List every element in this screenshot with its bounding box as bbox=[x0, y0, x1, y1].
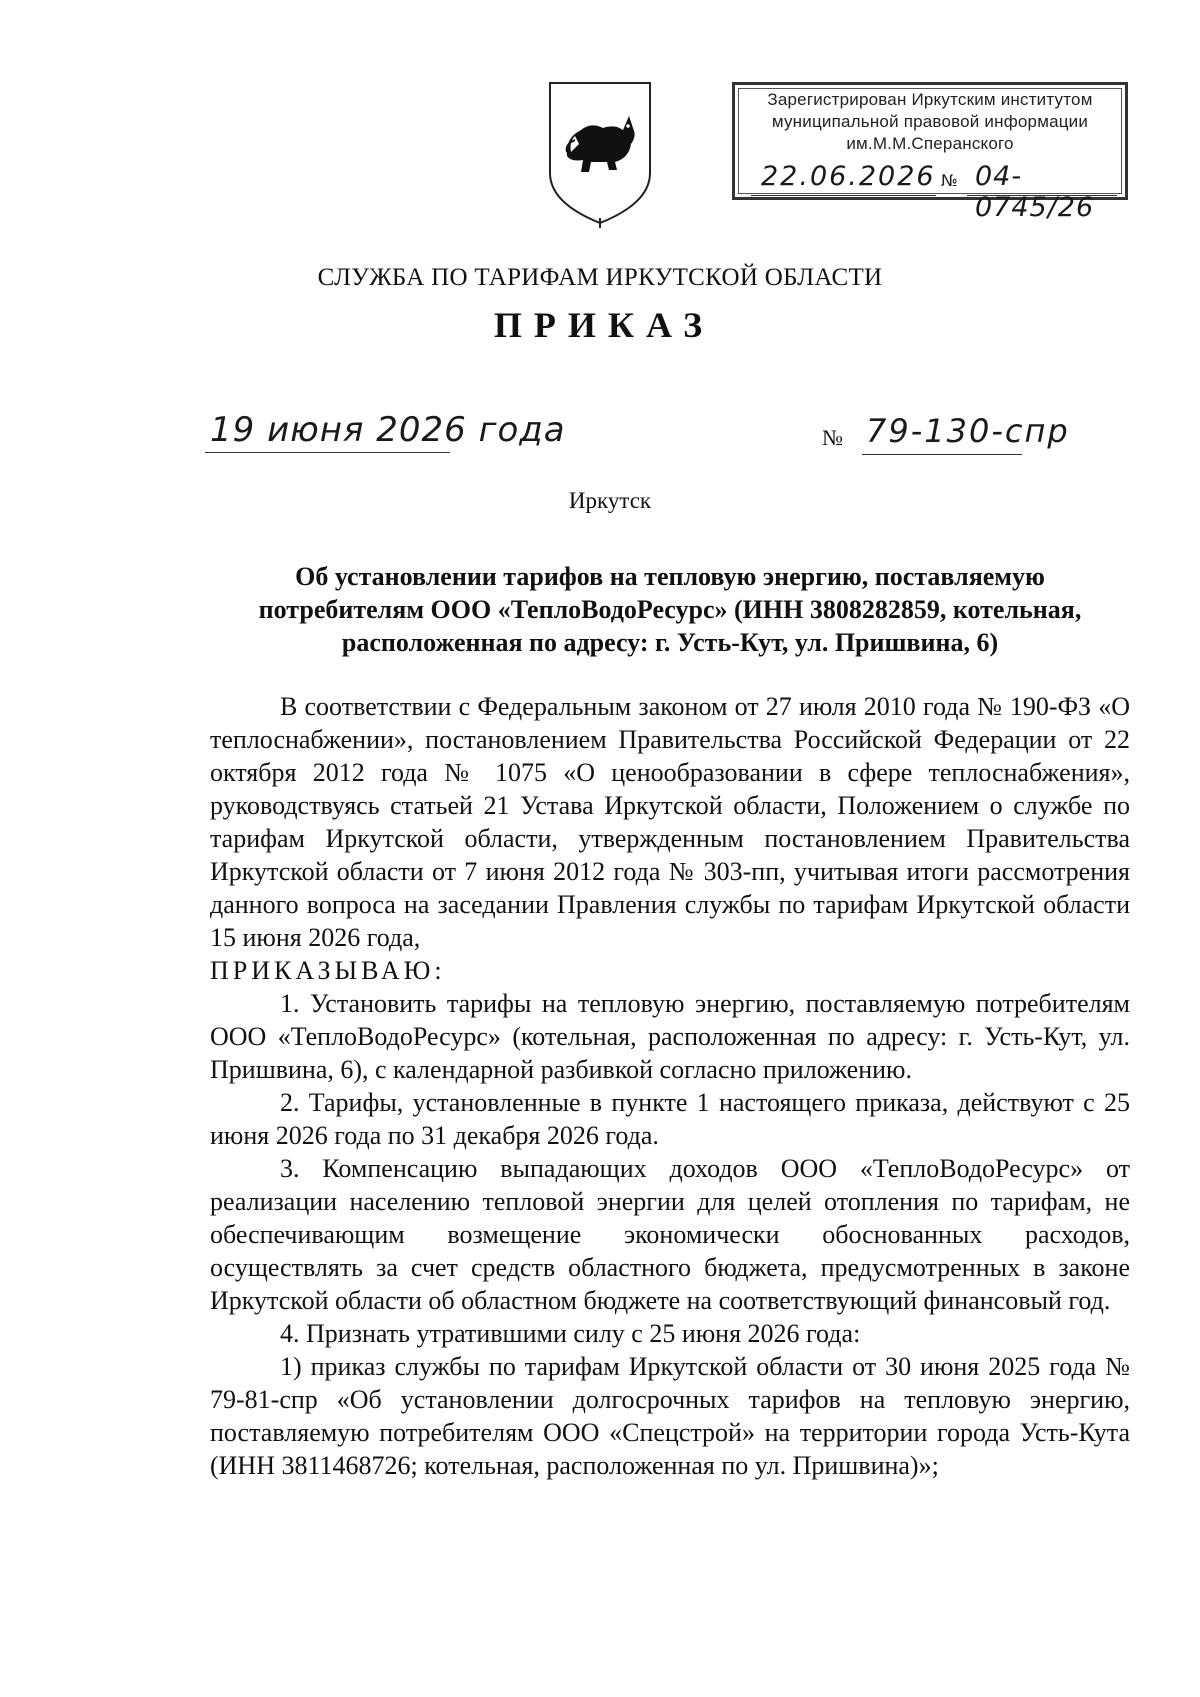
order-number-label: № bbox=[822, 425, 843, 450]
stamp-registration-number: 04-0745/26 bbox=[975, 161, 1095, 223]
stamp-number-label: № bbox=[941, 171, 958, 190]
stamp-registration-row bbox=[741, 161, 1119, 223]
order-date-underline bbox=[205, 452, 450, 453]
agency-name: СЛУЖБА ПО ТАРИФАМ ИРКУТСКОЙ ОБЛАСТИ bbox=[317, 264, 883, 291]
stamp-date-underline bbox=[751, 195, 936, 196]
order-item-4: 4. Признать утратившими силу с 25 июня 2026 года: bbox=[280, 1319, 861, 1348]
stamp-line-3: им.М.М.Сперанского bbox=[846, 134, 1014, 153]
preamble-paragraph: В соответствии с Федеральным законом от 27 июля 2010 года № 190-ФЗ «О теплоснабжении», постановлением Правительства Российской Федерации от 22 октября 2012 года № 1075 «О ценообразовании в сфере теплоснабжения», руководствуясь статьей 21 Устава Иркутской области, Положением о службе по тарифам Иркутской области, утвержденным постановлением Правительства Иркутской области от 7 июня 2012 года № 303-пп, учитывая итоги рассмотрения данного вопроса на заседании Правления службы по тарифам Иркутской области 15 июня 2026 года, bbox=[210, 692, 1130, 952]
stamp-line-1: Зарегистрирован Иркутским институтом bbox=[767, 90, 1093, 109]
order-city: Иркутск bbox=[568, 488, 652, 513]
document-title: ПРИКАЗ bbox=[493, 305, 715, 345]
registration-stamp bbox=[732, 82, 1128, 223]
order-number: 79-130-спр bbox=[866, 412, 1070, 450]
order-date: 19 июня 2026 года bbox=[210, 410, 566, 450]
stamp-number-underline bbox=[967, 195, 1117, 196]
stamp-line-2: муниципальной правовой информации bbox=[771, 112, 1089, 131]
irkutsk-coat-of-arms-icon bbox=[545, 78, 655, 228]
order-item-3: 3. Компенсацию выпадающих доходов ООО «ТеплоВодоРесурс» от реализации населению тепловой энергии для целей отопления по тарифам, не обеспечивающим возмещение экономически обоснованных расходов, осуществлять за счет средств областного бюджета, предусмотренных в законе Иркутской области об областном бюджете на соответствующий финансовый год. bbox=[210, 1154, 1130, 1315]
order-item-4-sub-1: 1) приказ службы по тарифам Иркутской области от 30 июня 2025 года № 79-81-спр «Об установлении долгосрочных тарифов на тепловую энергию, поставляемую потребителям ООО «Спецстрой» на территории города Усть-Кута (ИНН 3811468726; котельная, расположенная по ул. Пришвина)»; bbox=[210, 1352, 1130, 1480]
stamp-registration-date: 22.06.2026 bbox=[761, 161, 936, 192]
order-item-2: 2. Тарифы, установленные в пункте 1 настоящего приказа, действуют с 25 июня 2026 года по 31 декабря 2026 года. bbox=[210, 1088, 1130, 1150]
order-body bbox=[210, 690, 1130, 1482]
order-number-underline bbox=[862, 454, 1022, 455]
order-subject: Об установлении тарифов на тепловую энергию, поставляемую потребителям ООО «ТеплоВодоРесурс» (ИНН 3808282859, котельная, расположенная по адресу: г. Усть-Кут, ул. Пришвина, 6) bbox=[258, 562, 1082, 657]
order-word: ПРИКАЗЫВАЮ: bbox=[210, 956, 446, 985]
order-item-1: 1. Установить тарифы на тепловую энергию, поставляемую потребителям ООО «ТеплоВодоРесурс» (котельная, расположенная по адресу: г. Усть-Кут, ул. Пришвина, 6), с календарной разбивкой согласно приложению. bbox=[210, 989, 1130, 1084]
